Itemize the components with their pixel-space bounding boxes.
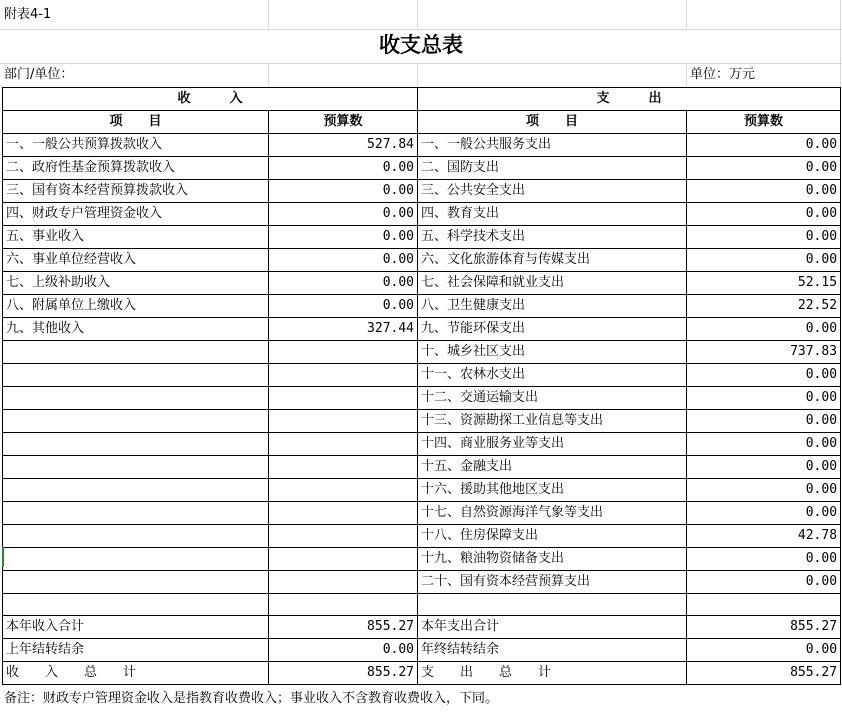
expense-item-cell[interactable]: 十四、商业服务业等支出 xyxy=(418,433,687,456)
income-item-cell[interactable]: 收 入 总 计 xyxy=(3,662,269,685)
expense-item-cell[interactable]: 支 出 总 计 xyxy=(418,662,687,685)
income-item-cell[interactable] xyxy=(3,364,269,387)
footnote[interactable]: 备注：财政专户管理资金收入是指教育收费收入；事业收入不含教育收费收入，下同。 xyxy=(4,691,499,706)
department-label[interactable]: 部门/单位： xyxy=(4,67,74,82)
expense-value-cell[interactable]: 0.00 xyxy=(687,318,841,341)
income-item-cell[interactable]: 九、其他收入 xyxy=(3,318,269,341)
expense-value-cell[interactable]: 0.00 xyxy=(687,387,841,410)
income-item-cell[interactable] xyxy=(3,525,269,548)
income-value-cell[interactable]: 0.00 xyxy=(269,295,418,318)
income-item-cell[interactable]: 三、国有资本经营预算拨款收入 xyxy=(3,180,269,203)
expense-budget-header[interactable]: 预算数 xyxy=(687,111,841,134)
expense-value-cell[interactable]: 0.00 xyxy=(687,134,841,157)
expense-value-cell[interactable] xyxy=(687,594,841,616)
income-item-cell[interactable] xyxy=(3,502,269,525)
table-row xyxy=(3,364,841,387)
expense-value-cell[interactable]: 737.83 xyxy=(687,341,841,364)
expense-item-cell[interactable]: 八、卫生健康支出 xyxy=(418,295,687,318)
expense-value-cell[interactable]: 855.27 xyxy=(687,616,841,639)
expense-item-cell[interactable]: 七、社会保障和就业支出 xyxy=(418,272,687,295)
income-item-cell[interactable]: 五、事业收入 xyxy=(3,226,269,249)
table-row xyxy=(3,616,841,639)
income-value-cell[interactable]: 0.00 xyxy=(269,272,418,295)
grid-line xyxy=(268,0,269,29)
grid-line xyxy=(417,0,418,29)
expense-value-cell[interactable]: 0.00 xyxy=(687,157,841,180)
expense-value-cell[interactable]: 855.27 xyxy=(687,662,841,685)
table-row xyxy=(3,226,841,249)
income-value-cell[interactable] xyxy=(269,433,418,456)
expense-item-cell[interactable]: 十三、资源勘探工业信息等支出 xyxy=(418,410,687,433)
income-value-cell[interactable]: 0.00 xyxy=(269,639,418,662)
income-item-cell[interactable] xyxy=(3,433,269,456)
grid-line xyxy=(417,63,418,87)
income-item-cell[interactable] xyxy=(3,594,269,616)
income-section-header[interactable]: 收 入 xyxy=(3,88,418,111)
income-item-cell[interactable]: 八、附属单位上缴收入 xyxy=(3,295,269,318)
income-value-cell[interactable]: 527.84 xyxy=(269,134,418,157)
expense-value-cell[interactable]: 0.00 xyxy=(687,639,841,662)
table-row xyxy=(3,134,841,157)
table-row xyxy=(3,548,841,571)
expense-item-cell[interactable]: 十八、住房保障支出 xyxy=(418,525,687,548)
expense-item-cell[interactable]: 三、公共安全支出 xyxy=(418,180,687,203)
income-value-cell[interactable]: 0.00 xyxy=(269,203,418,226)
expense-item-cell[interactable]: 九、节能环保支出 xyxy=(418,318,687,341)
income-value-cell[interactable]: 0.00 xyxy=(269,180,418,203)
table-row xyxy=(3,525,841,548)
table-row xyxy=(3,639,841,662)
income-value-cell[interactable]: 0.00 xyxy=(269,226,418,249)
income-item-cell[interactable] xyxy=(3,341,269,364)
expense-item-cell[interactable]: 十二、交通运输支出 xyxy=(418,387,687,410)
expense-value-cell[interactable]: 52.15 xyxy=(687,272,841,295)
income-value-cell[interactable]: 0.00 xyxy=(269,249,418,272)
expense-item-cell[interactable]: 二、国防支出 xyxy=(418,157,687,180)
expense-item-cell[interactable]: 十、城乡社区支出 xyxy=(418,341,687,364)
income-value-cell[interactable]: 327.44 xyxy=(269,318,418,341)
income-item-cell[interactable] xyxy=(3,410,269,433)
income-value-cell[interactable] xyxy=(269,341,418,364)
table-row xyxy=(3,571,841,594)
expense-item-cell[interactable]: 十九、粮油物资储备支出 xyxy=(418,548,687,571)
income-value-cell[interactable] xyxy=(269,502,418,525)
income-value-cell[interactable] xyxy=(269,410,418,433)
income-budget-header[interactable]: 预算数 xyxy=(269,111,418,134)
expense-item-header[interactable]: 项 目 xyxy=(418,111,687,134)
income-item-header[interactable]: 项 目 xyxy=(3,111,269,134)
income-value-cell[interactable] xyxy=(269,594,418,616)
expense-item-cell[interactable]: 十七、自然资源海洋气象等支出 xyxy=(418,502,687,525)
income-value-cell[interactable] xyxy=(269,364,418,387)
expense-value-cell[interactable]: 0.00 xyxy=(687,249,841,272)
expense-value-cell[interactable]: 0.00 xyxy=(687,364,841,387)
expense-item-cell[interactable]: 五、科学技术支出 xyxy=(418,226,687,249)
expense-value-cell[interactable]: 0.00 xyxy=(687,571,841,594)
income-value-cell[interactable] xyxy=(269,387,418,410)
expense-item-cell[interactable]: 年终结转结余 xyxy=(418,639,687,662)
expense-item-cell[interactable]: 十六、援助其他地区支出 xyxy=(418,479,687,502)
expense-value-cell[interactable]: 0.00 xyxy=(687,479,841,502)
column-header-row xyxy=(3,111,841,134)
income-item-cell[interactable] xyxy=(3,456,269,479)
budget-summary-table xyxy=(2,87,841,685)
expense-item-cell[interactable]: 一、一般公共服务支出 xyxy=(418,134,687,157)
income-item-cell[interactable]: 上年结转结余 xyxy=(3,639,269,662)
expense-section-header[interactable]: 支 出 xyxy=(418,88,841,111)
expense-value-cell[interactable]: 0.00 xyxy=(687,433,841,456)
income-value-cell[interactable]: 855.27 xyxy=(269,662,418,685)
expense-item-cell[interactable]: 本年支出合计 xyxy=(418,616,687,639)
income-item-cell[interactable]: 六、事业单位经营收入 xyxy=(3,249,269,272)
table-row xyxy=(3,662,841,685)
expense-item-cell[interactable]: 四、教育支出 xyxy=(418,203,687,226)
income-item-cell[interactable]: 本年收入合计 xyxy=(3,616,269,639)
income-item-cell[interactable]: 一、一般公共预算拨款收入 xyxy=(3,134,269,157)
table-row xyxy=(3,387,841,410)
table-row xyxy=(3,249,841,272)
table-row xyxy=(3,456,841,479)
table-row xyxy=(3,479,841,502)
expense-value-cell[interactable]: 42.78 xyxy=(687,525,841,548)
expense-value-cell[interactable]: 0.00 xyxy=(687,456,841,479)
income-item-cell[interactable]: 七、上级补助收入 xyxy=(3,272,269,295)
table-row xyxy=(3,203,841,226)
table-row xyxy=(3,157,841,180)
table-row xyxy=(3,295,841,318)
table-row xyxy=(3,341,841,364)
income-value-cell[interactable] xyxy=(269,479,418,502)
income-value-cell[interactable] xyxy=(269,571,418,594)
income-value-cell[interactable] xyxy=(269,548,418,571)
income-value-cell[interactable]: 0.00 xyxy=(269,157,418,180)
income-item-cell[interactable]: 四、财政专户管理资金收入 xyxy=(3,203,269,226)
income-value-cell[interactable] xyxy=(269,525,418,548)
income-item-cell[interactable] xyxy=(3,548,269,571)
table-row xyxy=(3,410,841,433)
expense-value-cell[interactable]: 0.00 xyxy=(687,548,841,571)
expense-item-cell[interactable]: 二十、国有资本经营预算支出 xyxy=(418,571,687,594)
income-item-cell[interactable]: 二、政府性基金预算拨款收入 xyxy=(3,157,269,180)
unit-label[interactable]: 单位：万元 xyxy=(690,67,756,82)
expense-item-cell[interactable] xyxy=(418,594,687,616)
expense-value-cell[interactable]: 22.52 xyxy=(687,295,841,318)
income-value-cell[interactable]: 855.27 xyxy=(269,616,418,639)
grid-line xyxy=(686,63,687,87)
table-row xyxy=(3,502,841,525)
section-header-row xyxy=(3,88,841,111)
expense-item-cell[interactable]: 六、文化旅游体育与传媒支出 xyxy=(418,249,687,272)
expense-value-cell[interactable]: 0.00 xyxy=(687,203,841,226)
expense-item-cell[interactable]: 十五、金融支出 xyxy=(418,456,687,479)
table-row xyxy=(3,433,841,456)
grid-line xyxy=(686,0,687,29)
expense-item-cell[interactable]: 十一、农林水支出 xyxy=(418,364,687,387)
page-title[interactable]: 收支总表 xyxy=(379,32,463,57)
table-row xyxy=(3,594,841,616)
income-item-cell[interactable] xyxy=(3,479,269,502)
table-row xyxy=(3,180,841,203)
grid-line xyxy=(268,63,269,87)
expense-value-cell[interactable]: 0.00 xyxy=(687,410,841,433)
expense-value-cell[interactable]: 0.00 xyxy=(687,226,841,249)
income-value-cell[interactable] xyxy=(269,456,418,479)
expense-value-cell[interactable]: 0.00 xyxy=(687,180,841,203)
expense-value-cell[interactable]: 0.00 xyxy=(687,502,841,525)
table-row xyxy=(3,272,841,295)
table-row xyxy=(3,318,841,341)
cell-selection-marker xyxy=(2,547,4,567)
income-item-cell[interactable] xyxy=(3,571,269,594)
attachment-label[interactable]: 附表4-1 xyxy=(4,7,52,22)
income-item-cell[interactable] xyxy=(3,387,269,410)
